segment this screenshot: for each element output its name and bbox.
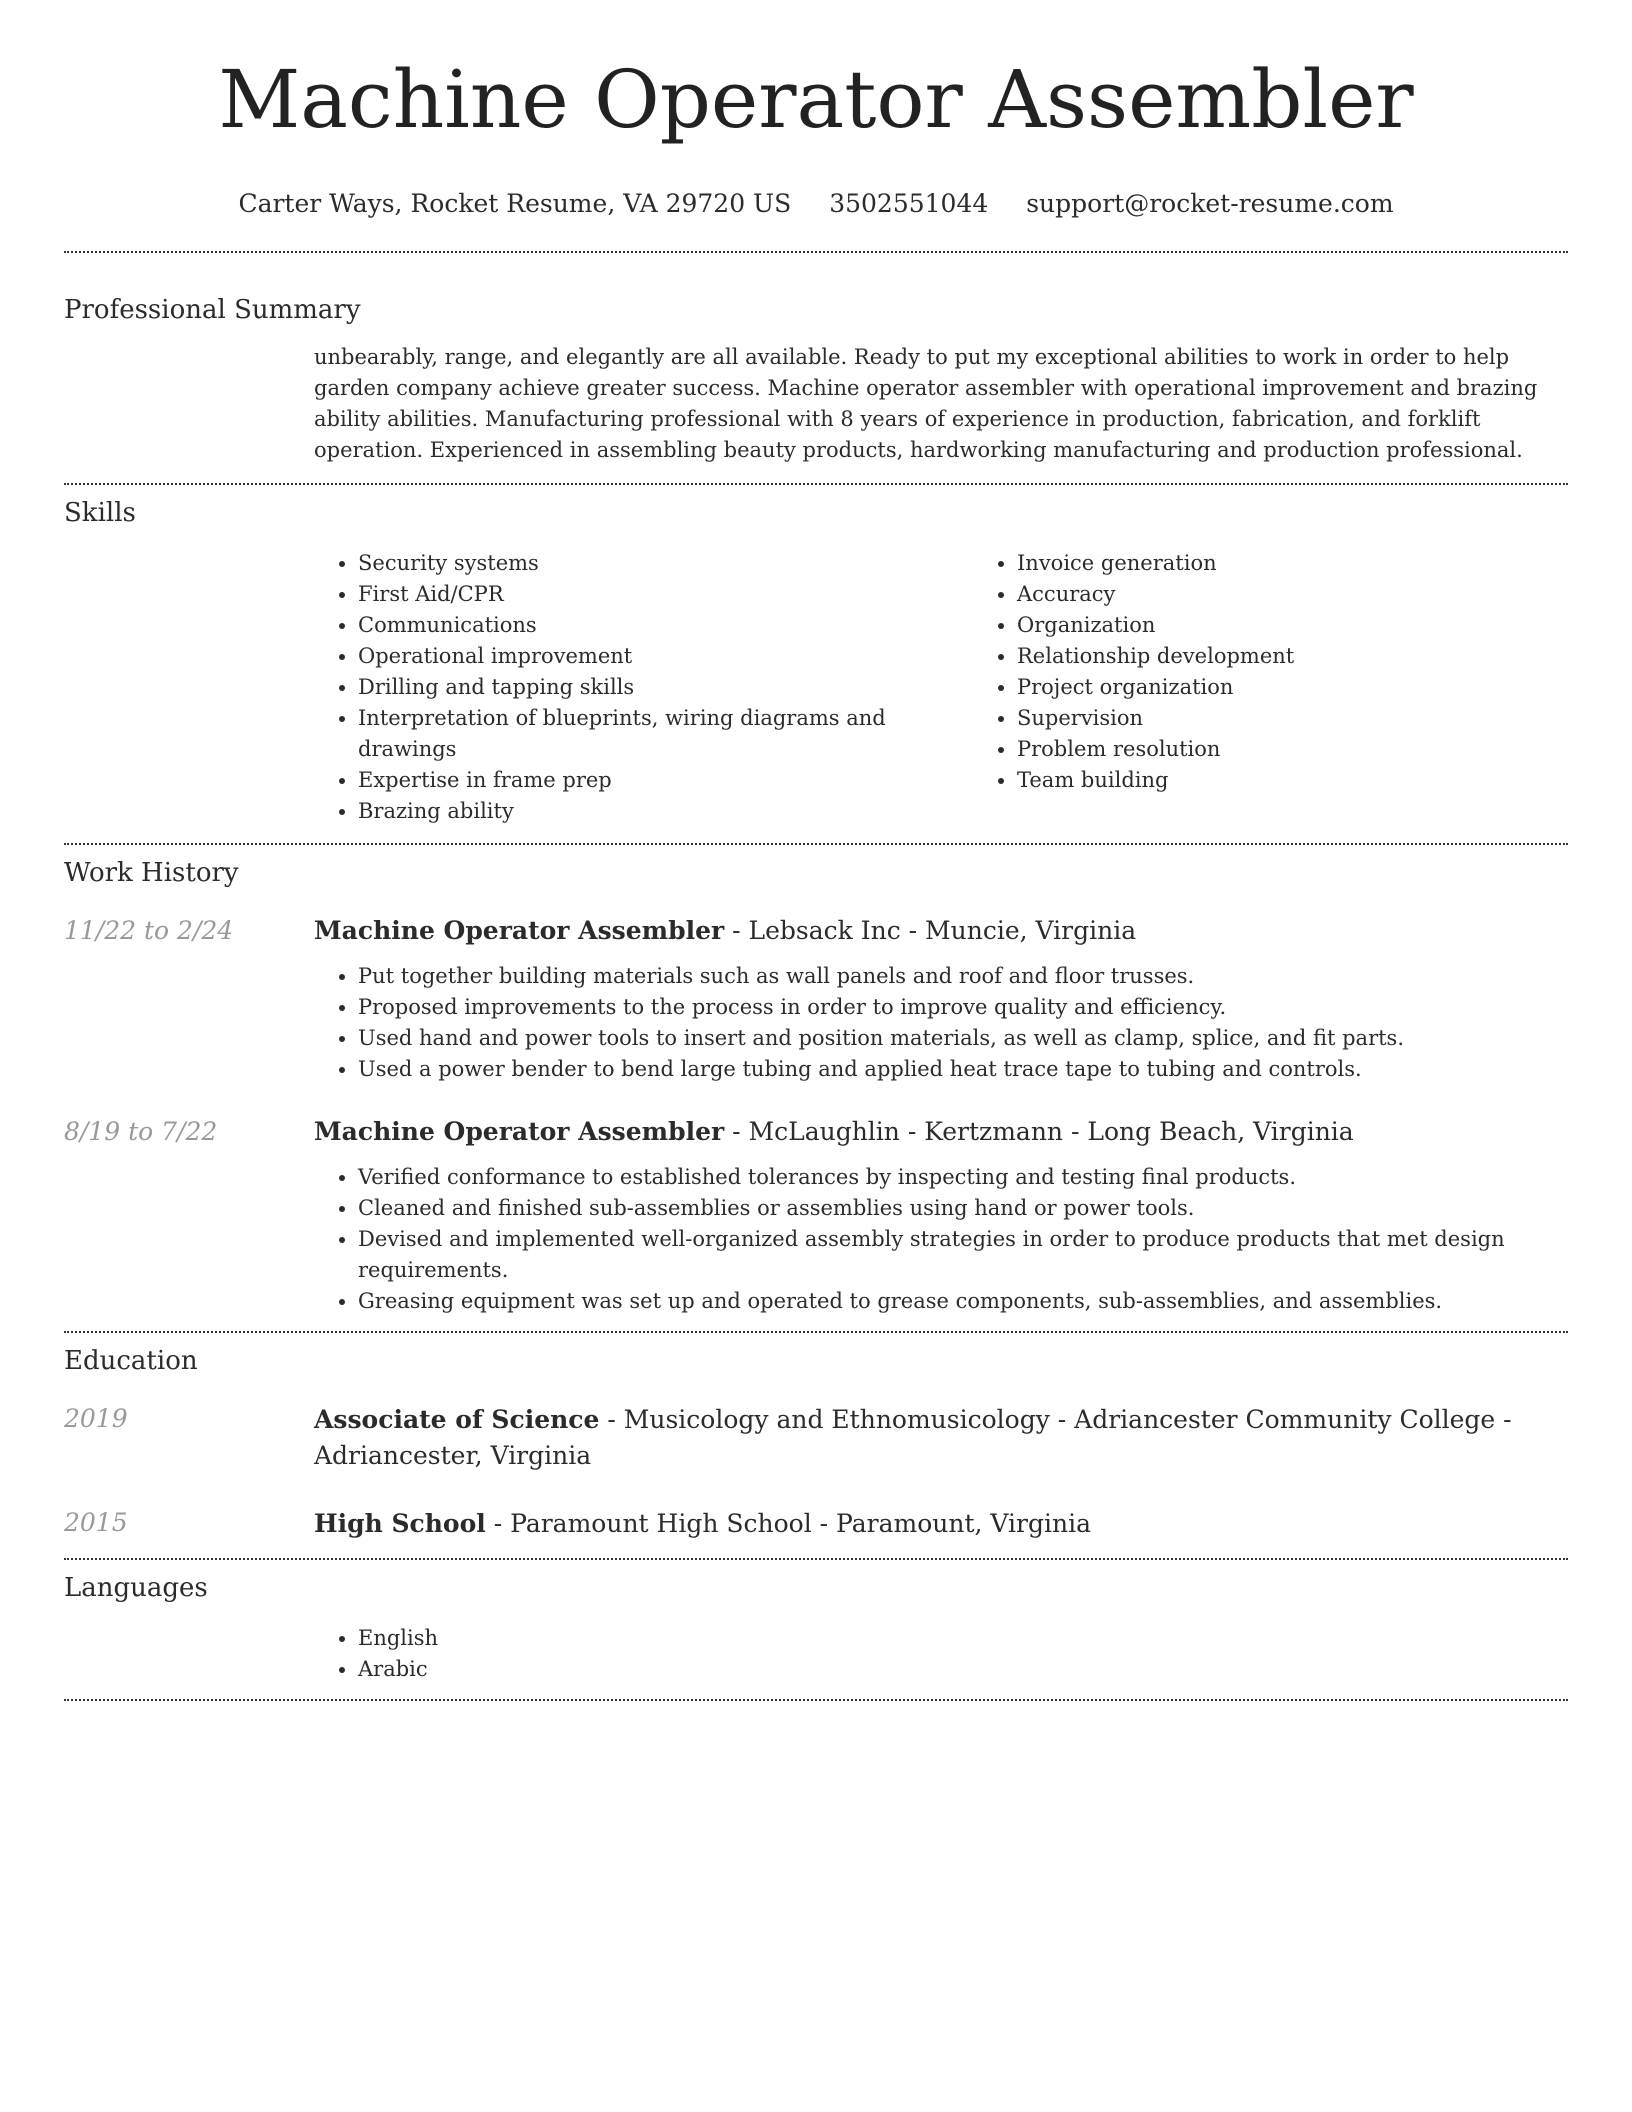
job-bullet: • Proposed improvements to the process in order to improve quality and efficiency. xyxy=(358,992,1568,1023)
job-title xyxy=(314,1115,1568,1149)
job-employer: - Lebsack Inc - Muncie, Virginia xyxy=(724,916,1137,945)
language-item: • Arabic xyxy=(358,1654,1568,1685)
skill-item: • Communications xyxy=(358,610,973,641)
skill-item: • Accuracy xyxy=(1017,579,1632,610)
job-bullet: • Devised and implemented well-organized assembly strategies in order to produce products that met design requirements. xyxy=(358,1224,1568,1286)
education-school: - Paramount High School - Paramount, Virginia xyxy=(485,1509,1091,1538)
job-entry xyxy=(64,1115,1568,1317)
languages-row xyxy=(64,1623,1568,1685)
skill-item: • Expertise in frame prep xyxy=(358,765,973,796)
divider xyxy=(64,1558,1568,1560)
education-title xyxy=(314,1506,1568,1542)
skill-item: • Brazing ability xyxy=(358,796,973,827)
divider xyxy=(64,251,1568,253)
education-degree: High School xyxy=(314,1509,486,1538)
summary-heading: Professional Summary xyxy=(64,295,361,325)
skills-row xyxy=(64,548,1568,827)
skill-item: • Supervision xyxy=(1017,703,1632,734)
summary-row xyxy=(64,342,1568,466)
divider xyxy=(64,1699,1568,1701)
language-item: • English xyxy=(358,1623,1568,1654)
education-degree: Associate of Science xyxy=(314,1405,600,1434)
work-heading: Work History xyxy=(64,858,239,888)
languages-heading: Languages xyxy=(64,1573,208,1603)
skill-item: • Problem resolution xyxy=(1017,734,1632,765)
job-bullet: • Cleaned and finished sub-assemblies or assemblies using hand or power tools. xyxy=(358,1193,1568,1224)
job-employer: - McLaughlin - Kertzmann - Long Beach, Virginia xyxy=(724,1117,1354,1146)
divider xyxy=(64,483,1568,485)
education-heading: Education xyxy=(64,1346,198,1376)
education-school: - Musicology and Ethnomusicology - Adriancester Community College - Adriancester, Virginia xyxy=(314,1405,1512,1470)
skill-item: • Drilling and tapping skills xyxy=(358,672,973,703)
contact-email: support@rocket-resume.com xyxy=(1026,189,1394,218)
skills-list-right xyxy=(973,548,1632,827)
job-bullets xyxy=(314,1162,1568,1317)
skill-item: • Interpretation of blueprints, wiring diagrams and drawings xyxy=(358,703,973,765)
skills-heading: Skills xyxy=(64,498,136,528)
skill-item: • First Aid/CPR xyxy=(358,579,973,610)
job-bullet: • Put together building materials such as wall panels and roof and floor trusses. xyxy=(358,961,1568,992)
job-position: Machine Operator Assembler xyxy=(314,1117,725,1146)
skill-item: • Relationship development xyxy=(1017,641,1632,672)
job-dates: 11/22 to 2/24 xyxy=(64,916,234,945)
job-bullets xyxy=(314,961,1568,1085)
job-bullet: • Used hand and power tools to insert and position materials, as well as clamp, splice, and fit parts. xyxy=(358,1023,1568,1054)
contact-phone: 3502551044 xyxy=(829,189,989,218)
job-position: Machine Operator Assembler xyxy=(314,916,725,945)
divider xyxy=(64,843,1568,845)
skill-item: • Team building xyxy=(1017,765,1632,796)
skill-item: • Project organization xyxy=(1017,672,1632,703)
skill-item: • Organization xyxy=(1017,610,1632,641)
job-entry xyxy=(64,914,1568,1085)
skill-item: • Security systems xyxy=(358,548,973,579)
languages-list xyxy=(314,1623,1568,1685)
education-year: 2019 xyxy=(64,1404,128,1433)
education-entry xyxy=(64,1402,1568,1474)
education-year: 2015 xyxy=(64,1508,128,1537)
contact-address: Carter Ways, Rocket Resume, VA 29720 US xyxy=(238,189,792,218)
job-bullet: • Used a power bender to bend large tubing and applied heat trace tape to tubing and controls. xyxy=(358,1054,1568,1085)
education-entry xyxy=(64,1506,1568,1542)
education-title xyxy=(314,1402,1568,1474)
job-bullet: • Verified conformance to established tolerances by inspecting and testing final products. xyxy=(358,1162,1568,1193)
skills-list-left xyxy=(314,548,973,827)
job-dates: 8/19 to 7/22 xyxy=(64,1117,218,1146)
skill-item: • Invoice generation xyxy=(1017,548,1632,579)
resume-name: Machine Operator Assembler xyxy=(218,53,1414,146)
job-bullet: • Greasing equipment was set up and operated to grease components, sub-assemblies, and assemblies. xyxy=(358,1286,1568,1317)
job-title xyxy=(314,914,1568,948)
divider xyxy=(64,1331,1568,1333)
summary-text: unbearably, range, and elegantly are all available. Ready to put my exceptional abilities to work in order to help garden company achieve greater success. Machine operator assembler with operational improvement and brazing ability abilities. Manufacturing professional with 8 years of experience in production, fabrication, and forklift operation. Experienced in assembling beauty products, hardworking manufacturing and production professional. xyxy=(314,345,1538,462)
contact-line xyxy=(64,188,1568,220)
skill-item: • Operational improvement xyxy=(358,641,973,672)
